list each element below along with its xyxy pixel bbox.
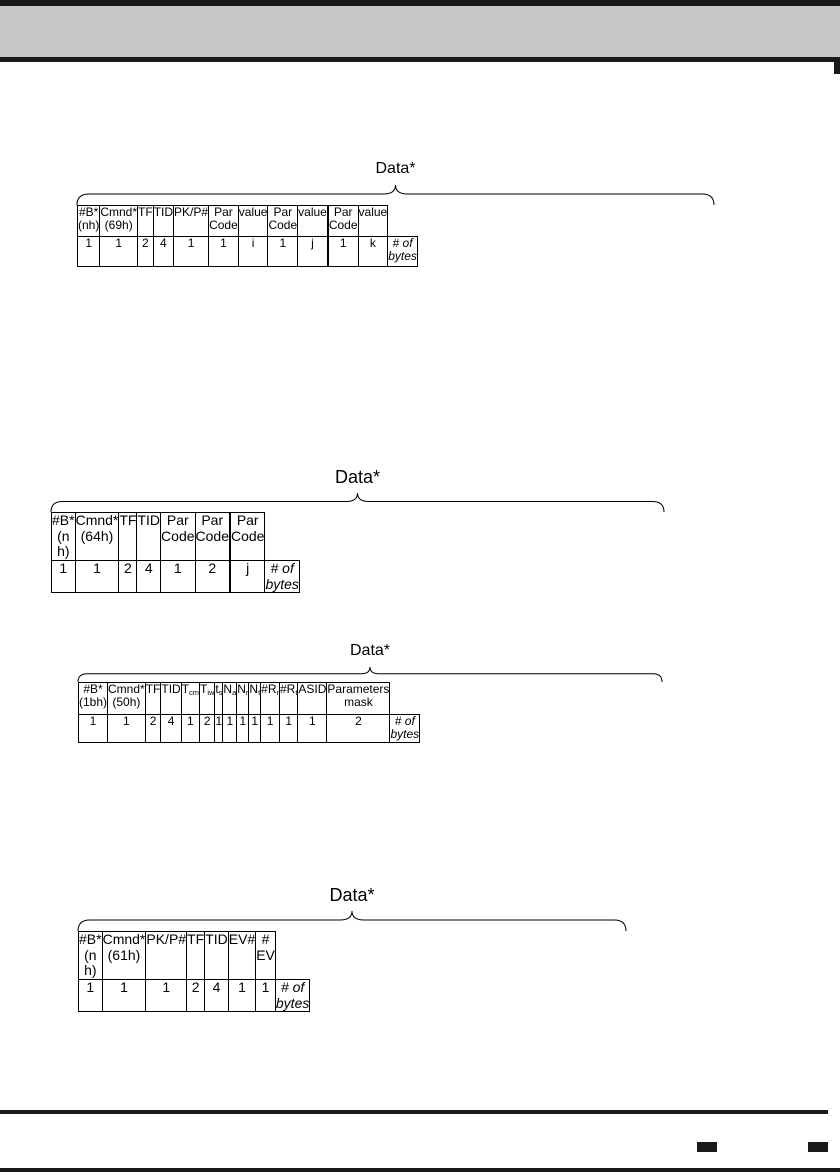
byte-count-cell: 2	[195, 561, 229, 593]
byte-count-cell: j	[230, 561, 264, 593]
byte-count-cell: 1	[78, 237, 100, 267]
field-header	[108, 683, 146, 715]
bytes-label: # of bytes	[275, 979, 310, 1011]
field-header-subscript: s	[218, 687, 223, 697]
field-header	[237, 683, 249, 715]
byte-count-cell: 4	[137, 561, 161, 593]
header-bar-edge	[834, 62, 840, 74]
byte-count-cell: 4	[205, 980, 229, 1012]
field-header-subscript: a	[232, 687, 237, 697]
field-header: value	[298, 206, 328, 237]
field-header: Par Code	[230, 513, 264, 561]
byte-count-cell: 1	[79, 715, 108, 743]
bytes-label: # of bytes	[265, 560, 299, 592]
byte-count-cell: 1	[261, 715, 280, 743]
byte-count-cell: 1	[108, 715, 146, 743]
byte-count-cell: 2	[327, 715, 390, 743]
data-label: Data*	[329, 885, 375, 905]
byte-count-cell: 2	[145, 715, 161, 743]
field-header-subscript: cm	[189, 687, 199, 697]
frame-table	[77, 205, 418, 267]
brace-icon	[77, 185, 714, 205]
field-header: TID	[153, 206, 173, 237]
field-header: #B* (nh)	[78, 206, 100, 237]
byte-count-cell: 1	[223, 715, 237, 743]
header-spacer	[265, 513, 299, 561]
field-header: Par Code	[328, 206, 358, 237]
byte-count-cell: 1	[298, 715, 327, 743]
byte-count-cell: 1	[181, 715, 199, 743]
field-header-main: T	[181, 682, 190, 696]
field-header-main: TF	[145, 682, 161, 696]
field-header: EV#	[228, 932, 255, 980]
byte-count-cell: 1	[146, 980, 187, 1012]
frame-table	[51, 512, 300, 593]
field-header: TID	[205, 932, 229, 980]
byte-count-cell: 1	[215, 715, 223, 743]
field-header: Par Code	[268, 206, 298, 237]
field-header: TF	[119, 513, 137, 561]
field-header: #B* (n h)	[79, 931, 102, 979]
field-header-main: T	[199, 682, 208, 696]
field-header: Par Code	[195, 513, 229, 561]
byte-count-cell: 1	[75, 561, 119, 593]
field-header-subscript: t	[258, 687, 261, 697]
field-header-main: N	[249, 682, 259, 696]
bytes-label: # of bytes	[388, 237, 418, 267]
byte-count-cell: 1	[268, 237, 298, 267]
frame-table	[78, 682, 420, 743]
field-header: PK/P#	[174, 206, 209, 237]
field-header	[249, 683, 261, 715]
header-spacer	[275, 932, 309, 980]
header-bar	[0, 0, 840, 62]
field-header-main: Parameters mask	[327, 682, 390, 710]
field-header-subscript: r	[276, 687, 279, 697]
brace-icon	[78, 667, 662, 682]
data-label: Data*	[334, 467, 381, 487]
byte-count-cell: 4	[153, 237, 173, 267]
field-header	[279, 683, 297, 715]
field-header	[161, 683, 181, 715]
field-header-main: #R	[261, 682, 277, 696]
byte-count-cell: 1	[52, 561, 76, 593]
field-header-subscript: t	[295, 687, 298, 697]
field-header: #B* (n h)	[52, 512, 75, 560]
byte-count-cell: 1	[100, 237, 138, 267]
field-header-main: #B* (1bh)	[79, 682, 108, 710]
byte-count-cell: 1	[174, 237, 209, 267]
field-header	[199, 683, 214, 715]
byte-count-cell: 1	[79, 980, 103, 1012]
field-header: TID	[137, 513, 161, 561]
byte-count-cell: 2	[187, 980, 205, 1012]
byte-count-cell: 2	[138, 237, 154, 267]
byte-count-cell: 1	[249, 715, 261, 743]
data-label: Data*	[375, 160, 416, 177]
field-header: Cmnd* (69h)	[100, 206, 138, 237]
field-header-subscript: r	[245, 687, 249, 697]
byte-count-cell: 1	[161, 561, 195, 593]
byte-count-cell: 2	[199, 715, 214, 743]
field-header-main: N	[223, 682, 233, 696]
header-spacer	[388, 206, 418, 237]
frame-table	[78, 931, 310, 1012]
byte-count-cell: 1	[328, 237, 358, 267]
field-header-main: #R	[279, 682, 296, 696]
footer-rule-top	[0, 1110, 828, 1114]
field-header: TF	[187, 932, 205, 980]
brace-icon	[51, 493, 664, 512]
byte-count-cell: 1	[237, 715, 249, 743]
byte-count-cell: 1	[279, 715, 297, 743]
field-header: Cmnd* (64h)	[75, 513, 119, 561]
byte-count-cell: 4	[161, 715, 181, 743]
field-header: value	[358, 206, 388, 237]
footer-marker-left	[697, 1142, 717, 1152]
field-header: Par Code	[161, 513, 195, 561]
byte-count-cell: 1	[209, 237, 239, 267]
field-header: value	[238, 206, 268, 237]
byte-count-cell: i	[238, 237, 268, 267]
field-header	[327, 683, 390, 715]
footer-marker-right	[808, 1142, 828, 1152]
byte-count-cell: j	[298, 237, 328, 267]
byte-count-cell: 1	[256, 980, 276, 1012]
field-header	[145, 683, 161, 715]
field-header	[181, 683, 199, 715]
field-header-main: TID	[161, 682, 181, 696]
brace-icon	[78, 911, 626, 931]
header-spacer	[390, 683, 420, 715]
field-header: Par Code	[209, 206, 239, 237]
footer-rule-bottom	[0, 1168, 840, 1172]
byte-count-cell: k	[358, 237, 388, 267]
field-header-main: ASID	[298, 682, 327, 696]
field-header: # EV	[256, 932, 276, 980]
field-header	[223, 683, 237, 715]
field-header-main: t	[215, 682, 219, 696]
field-header: Cmnd* (61h)	[102, 932, 146, 980]
field-header	[79, 683, 108, 715]
byte-count-cell: 1	[102, 980, 146, 1012]
field-header	[261, 683, 280, 715]
data-label: Data*	[349, 642, 391, 659]
field-header	[298, 683, 327, 715]
field-header: PK/P#	[146, 932, 187, 980]
bytes-label: # of bytes	[390, 714, 420, 742]
byte-count-cell: 1	[228, 980, 255, 1012]
field-header	[215, 683, 223, 715]
byte-count-cell: 2	[119, 561, 137, 593]
field-header: TF	[138, 206, 154, 237]
field-header-main: Cmnd* (50h)	[108, 682, 145, 710]
field-header-main: N	[237, 682, 246, 696]
field-header-subscript: iw	[207, 687, 215, 697]
